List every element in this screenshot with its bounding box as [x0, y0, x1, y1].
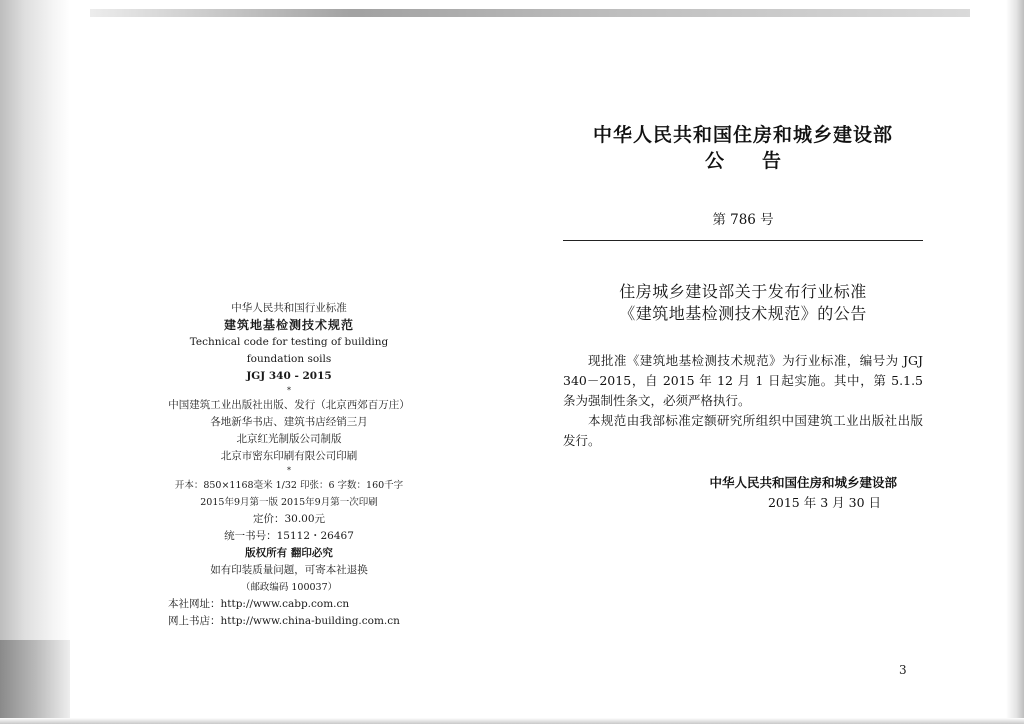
- colophon-isbn: 统一书号：15112・26467: [224, 530, 354, 542]
- colophon-series: 中华人民共和国行业标准: [231, 302, 347, 314]
- colophon-code: JGJ 340 - 2015: [246, 370, 332, 382]
- colophon-price: 定价：30.00元: [252, 513, 326, 525]
- announcement-heading: 公告: [704, 150, 819, 172]
- announcement-body: [563, 351, 923, 451]
- announcement-number: 第 786 号: [712, 212, 774, 228]
- announcement-date: 2015 年 3 月 30 日: [767, 495, 881, 510]
- scan-shadow-right: [1006, 0, 1024, 724]
- colophon-title-cn: 建筑地基检测技术规范: [223, 318, 354, 332]
- colophon-quality: 如有印装质量问题，可寄本社退换: [210, 564, 368, 576]
- colophon-title-en-line1: Technical code for testing of building: [189, 336, 389, 348]
- scan-shadow-left: [0, 0, 70, 724]
- colophon-title-en-line2: foundation soils: [246, 353, 332, 365]
- page-number: 3: [899, 663, 907, 677]
- scan-shadow-bottom: [0, 718, 1024, 724]
- colophon-bookstore: 网上书店：http://www.china-building.com.cn: [168, 615, 400, 627]
- announcement-signature: 中华人民共和国住房和城乡建设部: [709, 475, 897, 490]
- colophon-distributor: 各地新华书店、建筑书店经销三月: [210, 416, 368, 428]
- colophon-website: 本社网址：http://www.cabp.com.cn: [168, 598, 350, 610]
- colophon-rights: 版权所有 翻印必究: [245, 547, 333, 559]
- announcement: [563, 118, 923, 513]
- colophon-separator: *: [287, 386, 291, 395]
- announcement-issuer: 中华人民共和国住房和城乡建设部: [592, 124, 893, 146]
- colophon-postcode: （邮政编码 100037）: [240, 582, 338, 593]
- colophon-format: 开本：850×1168毫米 1/32 印张：6 字数：160千字: [174, 480, 404, 491]
- colophon-printer: 北京市密东印刷有限公司印刷: [220, 450, 358, 462]
- announcement-title: [563, 281, 923, 325]
- colophon-plate-maker: 北京红光制版公司制版: [236, 433, 342, 445]
- colophon-publisher: 中国建筑工业出版社出版、发行（北京西郊百万庄）: [168, 399, 410, 411]
- announcement-title-line2: 《建筑地基检测技术规范》的公告: [619, 304, 867, 323]
- announcement-paragraph-1: 现批准《建筑地基检测技术规范》为行业标准，编号为 JGJ 340－2015，自 2015 年 12 月 1 日起实施。其中，第 5.1.5 条为强制性条文，必须严格执行。: [563, 353, 923, 408]
- colophon-edition: 2015年9月第一版 2015年9月第一次印刷: [200, 497, 378, 508]
- colophon-separator: *: [287, 466, 291, 475]
- scan-shadow-top: [90, 9, 970, 17]
- announcement-paragraph-2: 本规范由我部标准定额研究所组织中国建筑工业出版社出版发行。: [563, 413, 923, 448]
- announcement-title-line1: 住房城乡建设部关于发布行业标准: [619, 282, 867, 301]
- announcement-divider: [563, 240, 923, 241]
- colophon: [150, 300, 428, 630]
- scan-shadow-left-bottom: [0, 640, 70, 724]
